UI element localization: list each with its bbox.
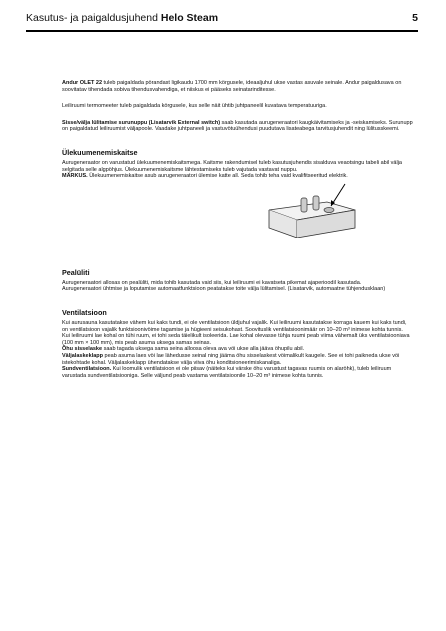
paragraph-sensor: Andur OLET 22 tuleb paigaldada pörandast ligikaudu 1700 mm körgusele, ideaaljuhul ukse vastas asuvale seinale. Andur paigaldusava on soovitatav tihendada sobiva tihendusvahendiga, et niiskus ei pääseks seinatarinditesse. <box>62 80 402 93</box>
document-body <box>62 80 414 379</box>
page-header <box>26 8 418 32</box>
paragraph-overheat-note: MÄRKUS. Ülekuumenemiskaitse asub aurugeneraatori ülemise katte all. Seda tohib teha vaid kvalifitseeritud elektrik. <box>62 173 348 180</box>
paragraph-ventilation-4: Väljalaskeklapp peab asuma laes vöi lae lähedusse seinal ning jääma öhu sisselaskest vöimalikult kaugele. See ei tohi paikneda ukse vöi istekohtade kohal. Väljalaskeklapp ühendatakse välja viiva öhu konditsioneerimiskanaliga. <box>62 352 400 366</box>
heading-ventilation: Ventilatsioon <box>62 307 107 317</box>
heading-main-switch: Pealüliti <box>62 267 90 277</box>
paragraph-ventilation-1: Kui aurusauna kasutatakse vähem kui kaks tundi, ei ole ventilatsioon üldjuhul vajalik. Kui leiliruumi kasutatakse korraga kauem kui kaks tundi, on ventilatsioon vajalik funktsioonivöime tagamise ja hügieeni seisukohast. Soovituslik ventilatsioonimäär on 10–20 m³ inimese kohta tunnis. <box>62 319 407 333</box>
page-number: 5 <box>412 12 418 24</box>
paragraph-main-switch-2: Aurugeneraatori ühtmise ja loputamise automaatfunktsioon peatatakse toite välja lülitamisel. (Lisatarvik, automaatne tühjendusklaan) <box>62 286 386 293</box>
paragraph-external-switch: Sisse/välja lülitamise surunuppu (Lisatarvik External switch) saab kasutada aurugeneraatori kaugkäivitamiseks ja -seiskamiseks. Surunupp on paigaldatud leiliruumist väljapoole. Vaadake juhtpaneeli ja vastuvötuühendusi puudutava lisateabega tarvitusjuhendit ning lülitusskeemi. <box>62 119 413 133</box>
paragraph-main-switch-1: Aurugeneraatori allosas on pealüliti, mida tohib kasutada vaid siis, kui leiliruumi ei kavatseta pikemat ajaperioodil kasutada. <box>62 279 362 286</box>
paragraph-ventilation-2: Kui leiliruumi lae kohal on tühi ruum, ei tohi seda täielikult isoleerida. Lae kohal olevasse tühja ruumi peab viima vähemalt üks ventilatsiooniava (100 mm × 100 mm), mis peab asuma uksega samas seinas. <box>62 333 410 346</box>
paragraph-ventilation-3: Õhu sisselaske saab tagada uksega sama seina alloosa oleva ava vöi ukse alla jääva öhupilu abil. <box>62 346 305 353</box>
paragraph-overheat: Aurugeneraator on varustatud ülekuumenemiskaitsmega. Kaitsme rakendumisel tuleb kasutusjuhendis sisalduva veaotsingu tabeli abil välja selgitada selle algpöhjus. Ülekuumenemiskaitsme lähtestamiseks tuleb vajutada vastavat nuppu. <box>62 159 402 173</box>
page-title: Kasutus- ja paigaldusjuhend Helo Steam <box>26 12 219 24</box>
generator-top-icon <box>267 180 357 238</box>
heading-overheat-protection: Ülekuumenemiskaitse <box>62 147 138 157</box>
paragraph-thermometer: Leiliruumi termomeeter tuleb paigaldada körgusele, kus selle näit ühtib juhtpaneelil kuvatava temperatuuriga. <box>62 103 327 110</box>
overheat-reset-illustration <box>62 180 414 240</box>
paragraph-ventilation-5: Sundventilatsioon. Kui loomulik ventilatsioon ei ole piisav (näiteks kui värske öhu varustust tagavas ruumis on alaröhk), tuleb leiliruum varustada sundventilatsiooniga. Selle väljund peab vastama ventilatsioonile 10–20 m³ inimese kohta tunnis. <box>62 366 392 379</box>
